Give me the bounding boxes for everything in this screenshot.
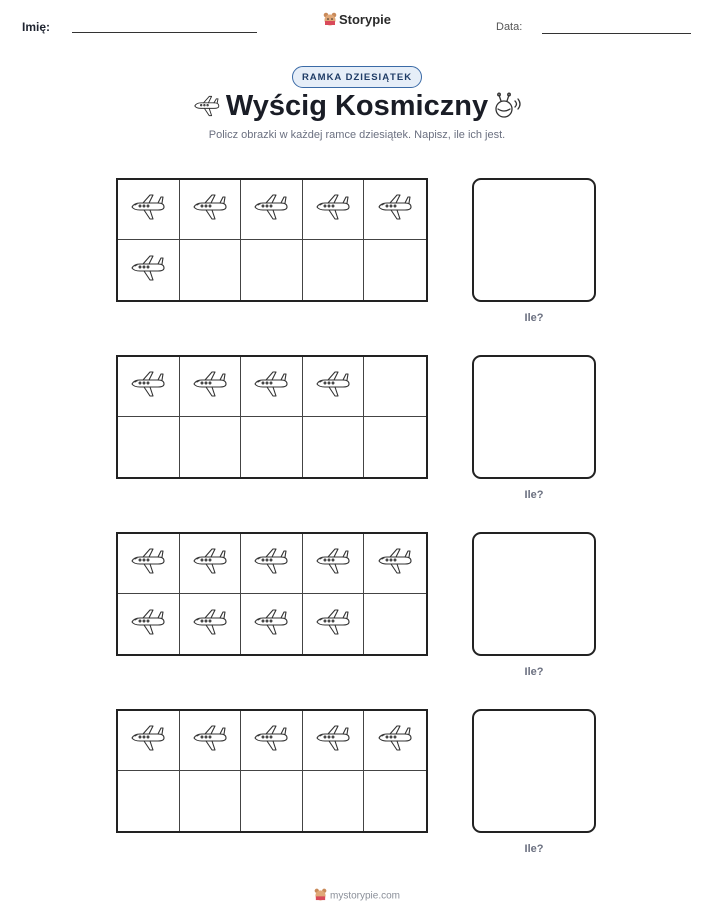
- frame-cell: [180, 771, 242, 831]
- ten-frame: [116, 532, 428, 656]
- airplane-icon: [128, 607, 168, 642]
- instructions: Policz obrazki w każdej ramce dziesiątek. Napisz, ile ich jest.: [208, 129, 506, 141]
- frame-cell: [241, 534, 303, 594]
- airplane-icon: [251, 546, 291, 581]
- airplane-icon: [313, 192, 353, 227]
- bear-icon: [314, 888, 327, 904]
- airplane-icon: [128, 723, 168, 758]
- page-title: Wyścig Kosmiczny: [225, 90, 489, 122]
- bear-icon: [323, 12, 337, 29]
- airplane-icon: [313, 369, 353, 404]
- frame-cell: [241, 357, 303, 417]
- frame-cell: [241, 771, 303, 831]
- footer: [0, 888, 714, 904]
- date-label: Data:: [496, 21, 523, 33]
- frame-cell: [118, 417, 180, 477]
- frame-cell: [180, 534, 242, 594]
- airplane-icon: [128, 546, 168, 581]
- frame-cell: [364, 417, 426, 477]
- frame-cell: [364, 594, 426, 654]
- airplane-icon: [190, 607, 230, 642]
- frame-cell: [180, 711, 242, 771]
- frame-cell: [180, 180, 242, 240]
- frame-cell: [303, 180, 365, 240]
- footer-url[interactable]: mystorypie.com: [329, 890, 400, 902]
- airplane-icon: [190, 723, 230, 758]
- airplane-icon: [190, 546, 230, 581]
- frame-cell: [241, 711, 303, 771]
- answer-label: Ile?: [524, 666, 544, 678]
- airplane-icon: [375, 546, 415, 581]
- airplane-icon: [375, 723, 415, 758]
- frame-cell: [118, 180, 180, 240]
- frame-cell: [241, 594, 303, 654]
- frame-cell: [303, 771, 365, 831]
- airplane-icon: [251, 723, 291, 758]
- airplane-icon: [128, 253, 168, 288]
- frame-cell: [364, 180, 426, 240]
- worksheet-type-badge: RAMKA DZIESIĄTEK: [292, 66, 422, 88]
- brand-name: Storypie: [338, 12, 391, 27]
- answer-box[interactable]: [472, 178, 596, 302]
- ten-frame: [116, 355, 428, 479]
- frame-cell: [364, 240, 426, 300]
- frame-cell: [180, 357, 242, 417]
- ten-frame: [116, 709, 428, 833]
- frame-cell: [180, 417, 242, 477]
- airplane-icon: [251, 369, 291, 404]
- airplane-icon: [313, 723, 353, 758]
- frame-cell: [118, 357, 180, 417]
- frame-cell: [241, 180, 303, 240]
- name-line[interactable]: [72, 32, 257, 33]
- airplane-icon: [375, 192, 415, 227]
- frame-cell: [303, 534, 365, 594]
- frame-cell: [364, 771, 426, 831]
- airplane-icon: [190, 369, 230, 404]
- brand: [0, 12, 714, 29]
- frame-cell: [118, 771, 180, 831]
- date-line[interactable]: [542, 33, 691, 34]
- airplane-icon: [190, 192, 230, 227]
- answer-box[interactable]: [472, 532, 596, 656]
- answer-label: Ile?: [524, 843, 544, 855]
- answer-box[interactable]: [472, 355, 596, 479]
- answer-label: Ile?: [524, 312, 544, 324]
- frame-cell: [241, 417, 303, 477]
- answer-box[interactable]: [472, 709, 596, 833]
- frame-cell: [303, 357, 365, 417]
- frame-cell: [118, 594, 180, 654]
- ten-frame: [116, 178, 428, 302]
- frame-cell: [364, 357, 426, 417]
- frame-cell: [180, 594, 242, 654]
- frame-cell: [180, 240, 242, 300]
- frame-cell: [364, 711, 426, 771]
- frame-cell: [303, 594, 365, 654]
- frame-cell: [303, 240, 365, 300]
- airplane-icon: [313, 546, 353, 581]
- airplane-icon: [251, 607, 291, 642]
- frame-cell: [241, 240, 303, 300]
- name-label: Imię:: [22, 20, 51, 34]
- frame-cell: [118, 711, 180, 771]
- answer-label: Ile?: [524, 489, 544, 501]
- frame-cell: [364, 534, 426, 594]
- frame-cell: [303, 417, 365, 477]
- frame-cell: [118, 240, 180, 300]
- airplane-icon: [313, 607, 353, 642]
- frame-cell: [303, 711, 365, 771]
- airplane-icon: [128, 369, 168, 404]
- frame-cell: [118, 534, 180, 594]
- satellite-icon: [492, 92, 524, 125]
- airplane-icon: [251, 192, 291, 227]
- airplane-icon: [128, 192, 168, 227]
